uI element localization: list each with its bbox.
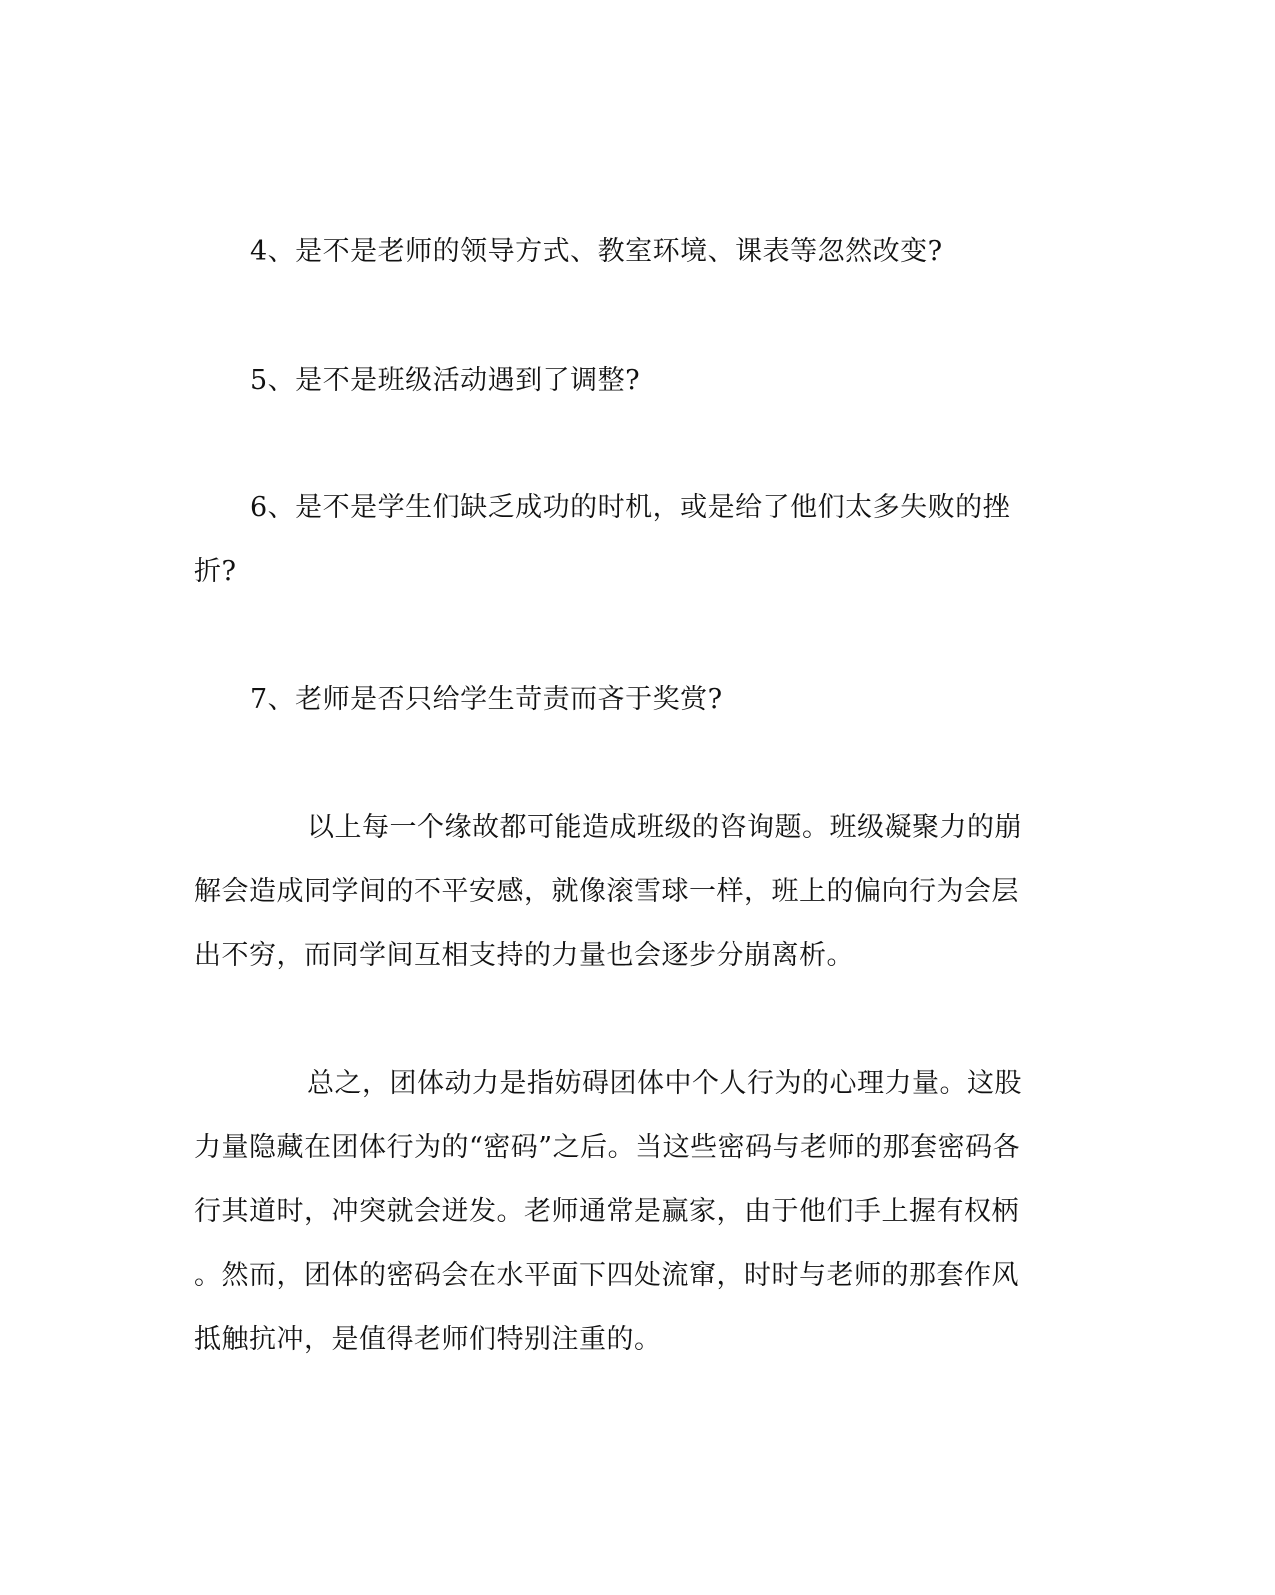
list-item-6-line-2: 折? — [194, 556, 237, 587]
list-item-6-line-1: 6、是不是学生们缺乏成功的时机，或是给了他们太多失败的挫 — [250, 492, 1011, 523]
paragraph-1-line-2: 解会造成同学间的不平安感，就像滚雪球一样，班上的偏向行为会层 — [194, 876, 1019, 907]
paragraph-2-line-2: 力量隐藏在团体行为的“密码”之后。当这些密码与老师的那套密码各 — [194, 1132, 1021, 1163]
paragraph-1-line-1: 以上每一个缘故都可能造成班级的咨询题。班级凝聚力的崩 — [307, 812, 1022, 843]
paragraph-2-line-5: 抵触抗冲，是值得老师们特别注重的。 — [194, 1324, 662, 1355]
paragraph-2-line-3: 行其道时，冲突就会迸发。老师通常是赢家，由于他们手上握有权柄 — [194, 1196, 1019, 1227]
paragraph-2-line-4: 。然而，团体的密码会在水平面下四处流窜，时时与老师的那套作风 — [194, 1260, 1019, 1291]
paragraph-1-line-3: 出不穷，而同学间互相支持的力量也会逐步分崩离析。 — [194, 940, 854, 971]
paragraph-2-line-1: 总之，团体动力是指妨碍团体中个人行为的心理力量。这股 — [307, 1068, 1022, 1099]
list-item-5: 5、是不是班级活动遇到了调整? — [250, 365, 641, 396]
list-item-7: 7、老师是否只给学生苛责而吝于奖赏? — [250, 684, 723, 715]
list-item-4: 4、是不是老师的领导方式、教室环境、课表等忽然改变? — [250, 236, 943, 267]
